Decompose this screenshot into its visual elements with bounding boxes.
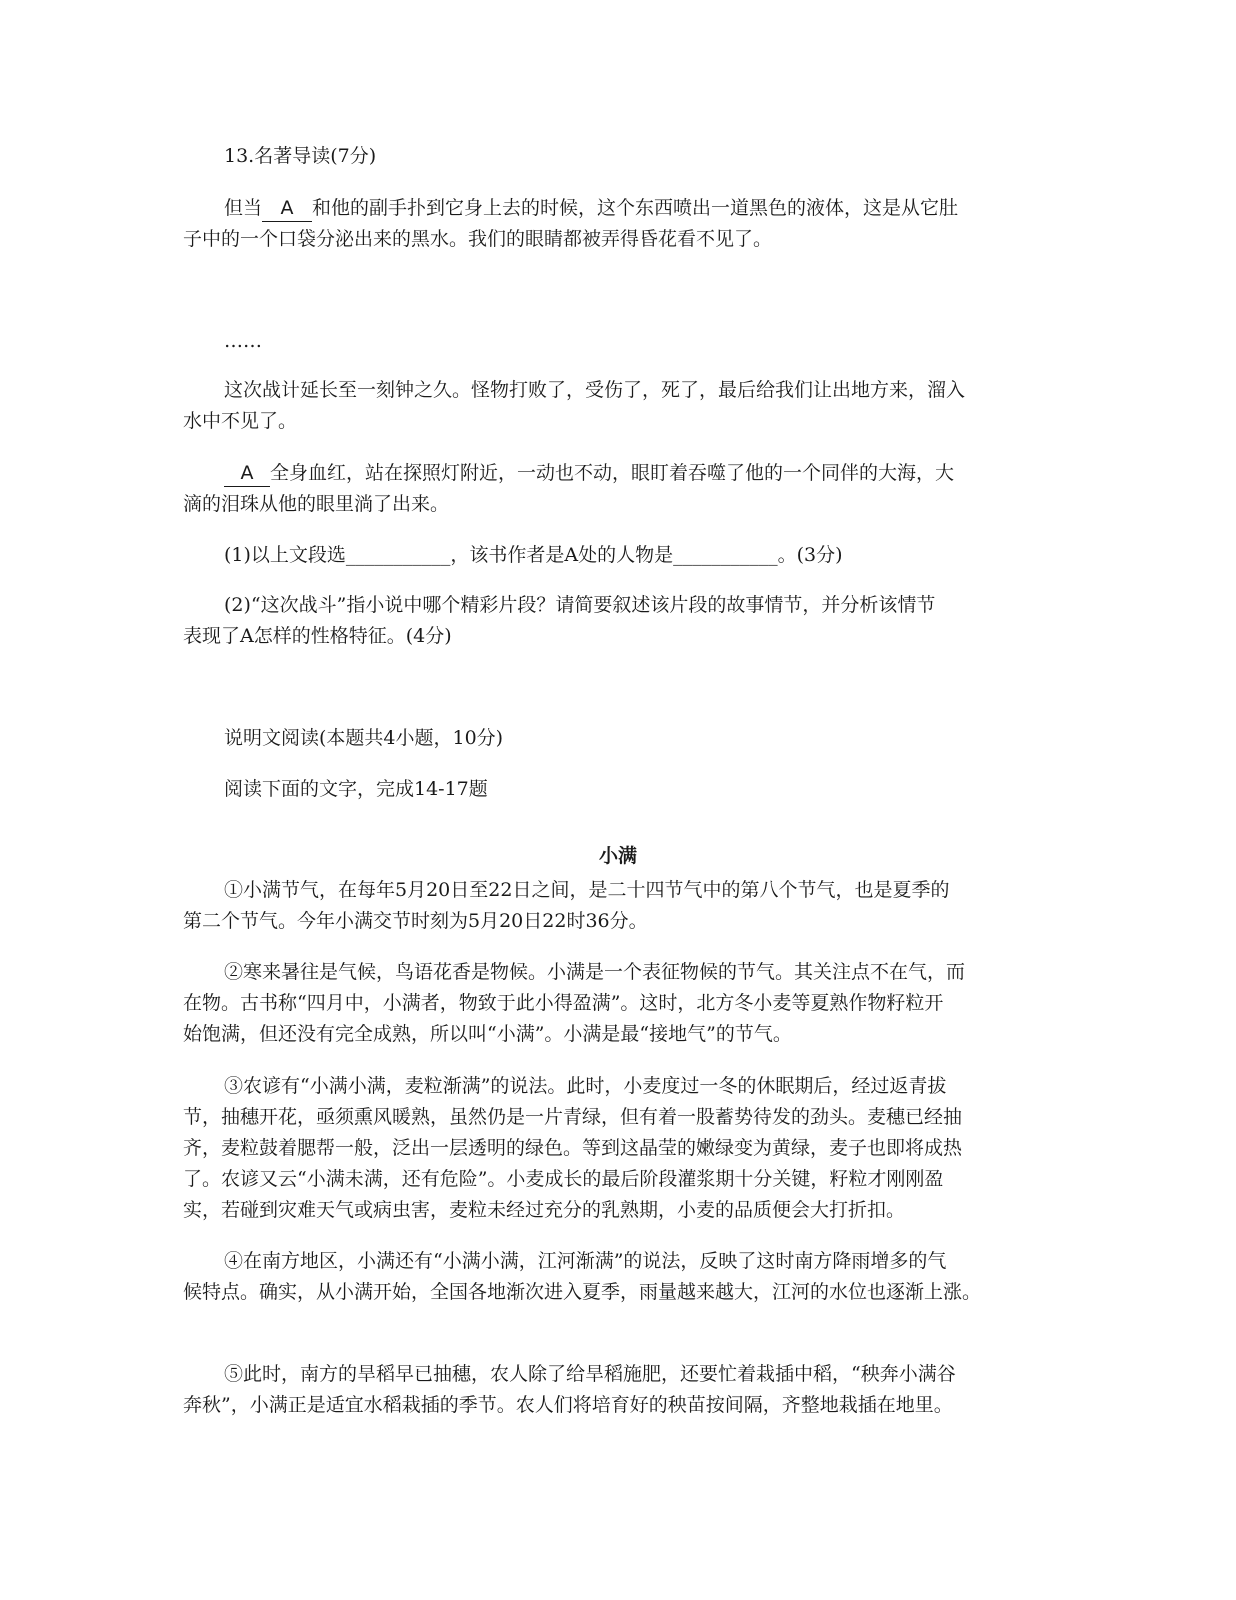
article-title: 小满 (598, 845, 637, 867)
blank-a-2: A (224, 460, 270, 487)
blank-a: A (262, 195, 312, 222)
p4-line1: ④在南方地区，小满还有“小满小满，江河渐满”的说法，反映了这时南方降雨增多的气 (224, 1250, 947, 1272)
ellipsis: …… (224, 330, 262, 352)
p2-line1: ②寒来暑往是气候，鸟语花香是物候。小满是一个表征物候的节气。其关注点不在气，而 (224, 961, 966, 983)
q13-sub1: (1)以上文段选___________，该书作者是A处的人物是___________。(3分) (224, 544, 843, 566)
q13-passage3-line2: 滴的泪珠从他的眼里淌了出来。 (183, 493, 450, 515)
p4-line2: 候特点。确实，从小满开始，全国各地渐次进入夏季，雨量越来越大，江河的水位也逐渐上涨。 (183, 1281, 982, 1303)
p1-line2: 第二个节气。今年小满交节时刻为5月20日22时36分。 (183, 910, 648, 932)
p5-line2: 奔秋”，小满正是适宜水稻栽插的季节。农人们将培育好的秧苗按间隔，齐整地栽插在地里。 (183, 1394, 953, 1416)
p2-line3: 始饱满，但还没有完全成熟，所以叫“小满”。小满是最“接地气”的节气。 (183, 1023, 792, 1045)
q13-passage1-line1 (224, 195, 958, 222)
passage3-post: 全身血红，站在探照灯附近，一动也不动，眼盯着吞噬了他的一个同伴的大海，大 (270, 462, 955, 484)
p3-line1: ③农谚有“小满小满，麦粒渐满”的说法。此时，小麦度过一冬的休眠期后，经过返青拔 (224, 1075, 947, 1097)
q13-passage1-line2: 子中的一个口袋分泌出来的黑水。我们的眼睛都被弄得昏花看不见了。 (183, 228, 773, 250)
section-heading: 说明文阅读(本题共4小题，10分) (224, 727, 504, 749)
p2-line2: 在物。古书称“四月中，小满者，物致于此小得盈满”。这时，北方冬小麦等夏熟作物籽粒开 (183, 992, 944, 1014)
p3-line4: 了。农谚又云“小满未满，还有危险”。小麦成长的最后阶段灌浆期十分关键，籽粒才刚刚盈 (183, 1168, 944, 1190)
p1-line1: ①小满节气，在每年5月20日至22日之间，是二十四节气中的第八个节气，也是夏季的 (224, 879, 950, 901)
p5-line1: ⑤此时，南方的旱稻早已抽穗，农人除了给旱稻施肥，还要忙着栽插中稻，“秧奔小满谷 (224, 1363, 956, 1385)
p3-line5: 实，若碰到灾难天气或病虫害，麦粒未经过充分的乳熟期，小麦的品质便会大打折扣。 (183, 1199, 906, 1221)
p3-line2: 节，抽穗开花，亟须熏风暖熟，虽然仍是一片青绿，但有着一股蓄势待发的劲头。麦穗已经抽 (183, 1106, 963, 1128)
passage1-pre: 但当 (224, 197, 263, 219)
p3-line3: 齐，麦粒鼓着腮帮一般，泛出一层透明的绿色。等到这晶莹的嫩绿变为黄绿，麦子也即将成热 (183, 1137, 963, 1159)
q13-passage2-line1: 这次战计延长至一刻钟之久。怪物打败了，受伤了，死了，最后给我们让出地方来，溜入 (224, 379, 966, 401)
q13-sub2-line2: 表现了A怎样的性格特征。(4分) (183, 625, 452, 647)
q13-passage2-line2: 水中不见了。 (183, 410, 298, 432)
q13-sub2-line1: (2)“这次战斗”指小说中哪个精彩片段？请简要叙述该片段的故事情节，并分析该情节 (224, 594, 936, 616)
q13-heading: 13.名著导读(7分) (224, 145, 377, 167)
section-instruction: 阅读下面的文字，完成14-17题 (224, 778, 488, 800)
q13-passage3-line1 (224, 460, 954, 487)
passage1-post: 和他的副手扑到它身上去的时候，这个东西喷出一道黑色的液体，这是从它肚 (312, 197, 959, 219)
